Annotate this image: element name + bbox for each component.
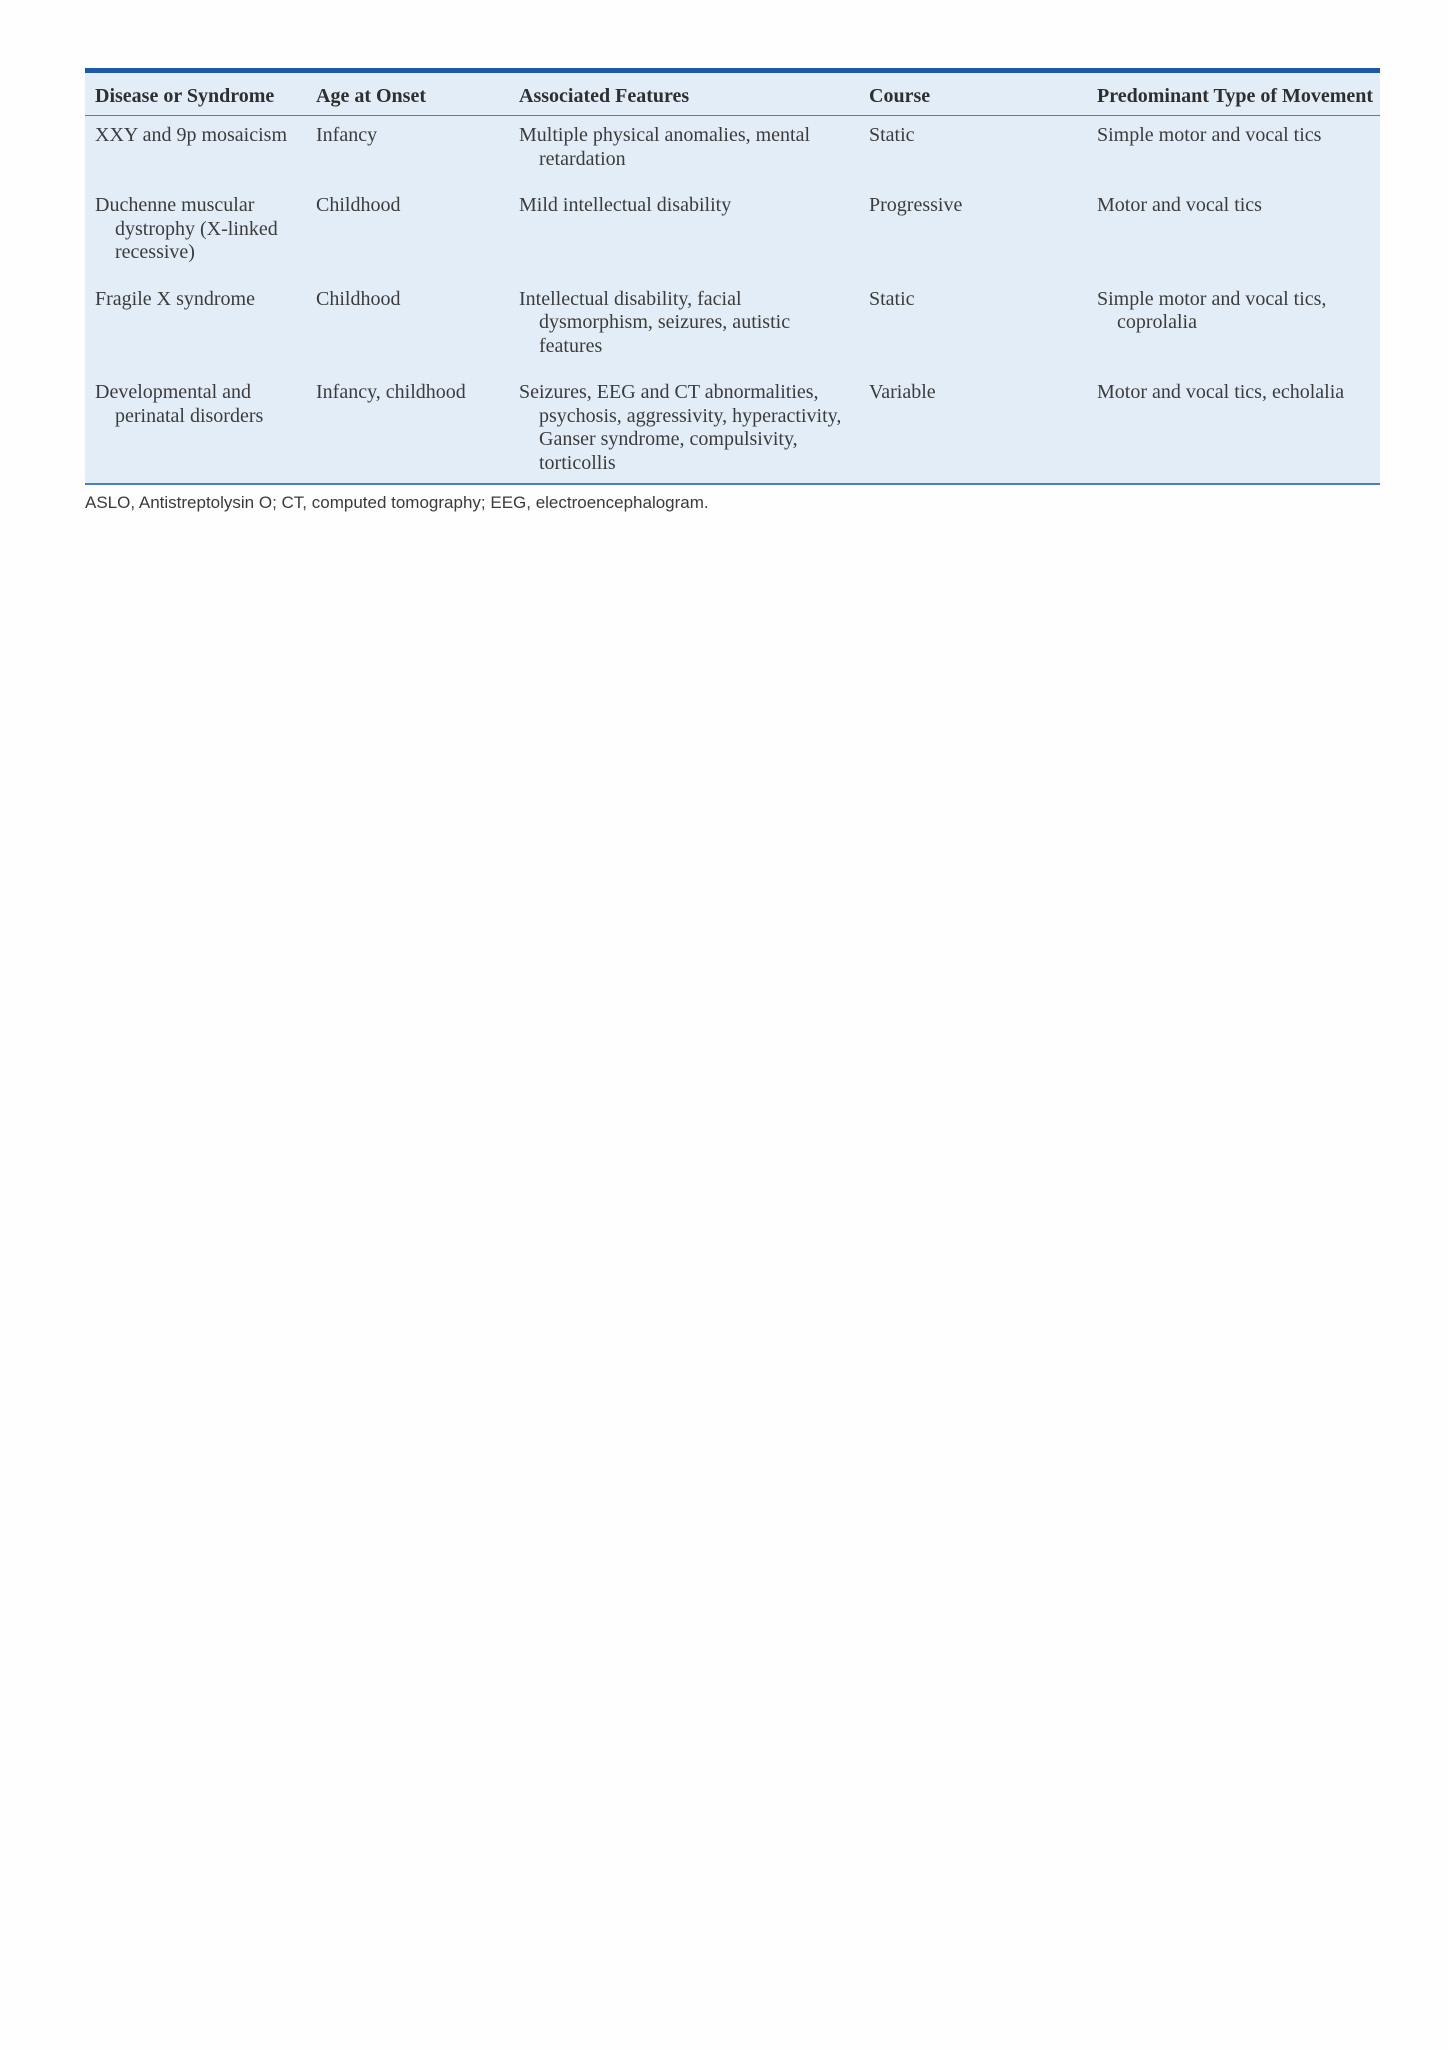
cell-features (509, 116, 859, 187)
cell-movement (1087, 373, 1380, 483)
table-row (85, 186, 1380, 280)
table-bottom-rule (85, 483, 1380, 485)
cell-features (509, 280, 859, 374)
cell-text: Developmental and perinatal disorders (95, 381, 264, 427)
table-row (85, 373, 1380, 483)
cell-text: Seizures, EEG and CT abnormalities, psychosis, aggressivity, hyperactivity, Ganser syndrome, compulsivity, torticollis (519, 381, 842, 474)
cell-text: Static (869, 287, 915, 310)
cell-course (859, 186, 1087, 280)
cell-disease (85, 186, 306, 280)
cell-movement (1087, 186, 1380, 280)
cell-course (859, 280, 1087, 374)
table-footnote: ASLO, Antistreptolysin O; CT, computed tomography; EEG, electroencephalogram. (85, 493, 709, 512)
cell-course (859, 116, 1087, 187)
header-disease: Disease or Syndrome (85, 73, 306, 116)
table-header-row (85, 73, 1380, 116)
cell-text: Duchenne muscular dystrophy (X-linked recessive) (95, 194, 278, 263)
cell-text: Multiple physical anomalies, mental retardation (519, 124, 811, 170)
table-row (85, 280, 1380, 374)
cell-age (306, 116, 509, 187)
cell-age (306, 280, 509, 374)
cell-text: Progressive (869, 194, 963, 216)
cell-text: Childhood (316, 287, 401, 310)
header-associated-features: Associated Features (509, 73, 859, 116)
cell-text: Infancy, childhood (316, 381, 466, 403)
cell-text: Infancy (316, 124, 378, 146)
cell-text: Intellectual disability, facial dysmorphism, seizures, autistic features (519, 287, 791, 357)
header-age-at-onset: Age at Onset (306, 73, 509, 116)
cell-text: Mild intellectual disability (519, 194, 732, 216)
cell-text: Variable (869, 381, 936, 403)
cell-disease (85, 280, 306, 374)
cell-text: Motor and vocal tics, echolalia (1097, 381, 1345, 403)
cell-text: Simple motor and vocal tics (1097, 124, 1322, 146)
cell-age (306, 186, 509, 280)
cell-text: Static (869, 124, 915, 146)
cell-course (859, 373, 1087, 483)
cell-movement (1087, 280, 1380, 374)
cell-text: XXY and 9p mosaicism (95, 124, 288, 146)
cell-age (306, 373, 509, 483)
cell-text: Fragile X syndrome (95, 287, 255, 310)
cell-movement (1087, 116, 1380, 187)
cell-disease (85, 116, 306, 187)
cell-features (509, 186, 859, 280)
header-course: Course (859, 73, 1087, 116)
header-movement-type: Predominant Type of Movement (1087, 73, 1380, 116)
cell-text: Motor and vocal tics (1097, 194, 1262, 216)
cell-features (509, 373, 859, 483)
data-table-container (85, 68, 1380, 485)
data-table (85, 73, 1380, 483)
cell-text: Simple motor and vocal tics, coprolalia (1097, 287, 1327, 333)
table-row (85, 116, 1380, 187)
cell-disease (85, 373, 306, 483)
cell-text: Childhood (316, 194, 401, 216)
